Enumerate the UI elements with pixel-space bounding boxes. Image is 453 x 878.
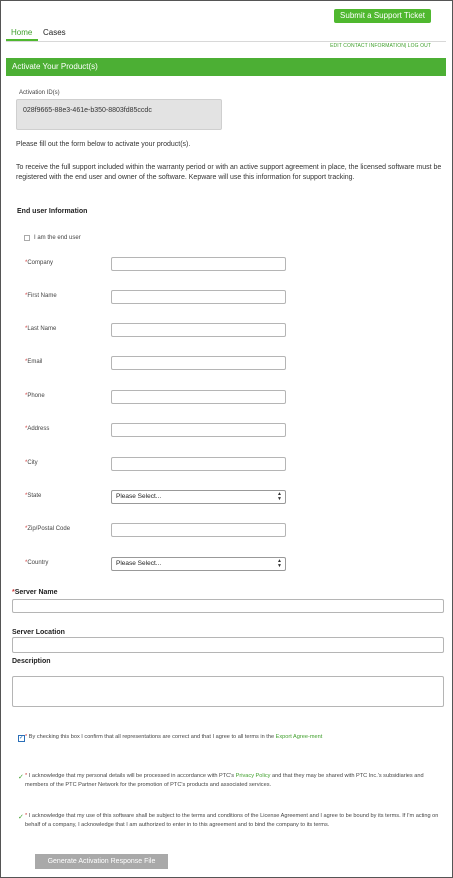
city-input[interactable] — [111, 457, 286, 471]
zip-input[interactable] — [111, 523, 286, 537]
end-user-checkbox-label: I am the end user — [34, 235, 81, 241]
privacy-agreement-text: * I acknowledge that my personal details will be processed in accordance with PTC's Privacy Policy and that they may be shared with PTC Inc.'s subsidiaries and members of the PTC Partner Network for the promotion of PTC's products and associated services. — [25, 773, 424, 788]
email-input[interactable] — [111, 356, 286, 370]
zip-label: *Zip/Postal Code — [25, 526, 71, 532]
account-links[interactable]: EDIT CONTACT INFORMATION| LOG OUT — [330, 43, 431, 49]
country-select-value: Please Select... — [116, 560, 162, 567]
server-location-input[interactable] — [12, 637, 444, 653]
server-name-input[interactable] — [12, 599, 444, 613]
checkmark-icon: ✓ — [19, 735, 25, 741]
phone-label: *Phone — [25, 393, 45, 399]
last-name-input[interactable] — [111, 323, 286, 337]
tab-cases[interactable]: Cases — [43, 28, 66, 37]
activation-id-field: 028f9665-88e3-461e-b350-8803fd85ccdc — [16, 99, 222, 130]
privacy-checkbox-checkmark-icon[interactable]: ✓ — [18, 774, 24, 781]
select-arrows-icon: ▲ ▼ — [277, 558, 282, 569]
export-agreement-link[interactable]: Export Agree-ment — [275, 734, 323, 740]
state-select[interactable] — [111, 490, 286, 504]
phone-input[interactable] — [111, 390, 286, 404]
tab-divider — [6, 41, 446, 42]
first-name-input[interactable] — [111, 290, 286, 304]
description-label: Description — [12, 658, 51, 665]
export-agreement-text: * By checking this box I confirm that all representations are correct and that I agree to all terms in the Export Agree-ment — [25, 734, 323, 740]
server-name-label: *Server Name — [12, 589, 58, 596]
end-user-checkbox[interactable] — [24, 235, 30, 241]
export-agreement-checkbox[interactable] — [18, 735, 25, 742]
license-checkbox-checkmark-icon[interactable]: ✓ — [18, 814, 24, 821]
page-banner: Activate Your Product(s) — [6, 58, 446, 76]
country-select[interactable] — [111, 557, 286, 571]
country-label: *Country — [25, 560, 49, 566]
server-location-label: Server Location — [12, 629, 65, 636]
description-textarea[interactable] — [12, 676, 444, 707]
company-label: *Company — [25, 260, 54, 266]
submit-support-ticket-button[interactable]: Submit a Support Ticket — [334, 9, 431, 23]
privacy-policy-link[interactable]: Privacy Policy — [235, 773, 271, 779]
select-arrows-icon: ▲ ▼ — [277, 491, 282, 502]
tab-home[interactable]: Home — [11, 28, 33, 37]
state-label: *State — [25, 493, 42, 499]
activation-id-label: Activation ID(s) — [19, 90, 60, 96]
address-label: *Address — [25, 426, 50, 432]
state-select-value: Please Select... — [116, 493, 162, 500]
last-name-label: *Last Name — [25, 326, 57, 332]
license-agreement-text: * I acknowledge that my use of this software shall be subject to the terms and conditions of the License Agreement and I agree to be bound by its terms. If I'm acting on behalf of a company, I acknowledge that I am authorized to enter in to this agreement and to bind the company to its terms. — [25, 813, 439, 828]
email-label: *Email — [25, 359, 43, 365]
company-input[interactable] — [111, 257, 286, 271]
intro-text: Please fill out the form below to activate your product(s). — [16, 141, 191, 148]
first-name-label: *First Name — [25, 293, 57, 299]
city-label: *City — [25, 460, 38, 466]
support-text: To receive the full support included within the warranty period or with an active support agreement in place, the licensed software must be registered with the end user and owner of the software. Kepware will use this information for support tracking. — [16, 164, 442, 181]
address-input[interactable] — [111, 423, 286, 437]
end-user-heading: End user Information — [17, 208, 88, 215]
generate-activation-button[interactable]: Generate Activation Response File — [35, 854, 168, 869]
